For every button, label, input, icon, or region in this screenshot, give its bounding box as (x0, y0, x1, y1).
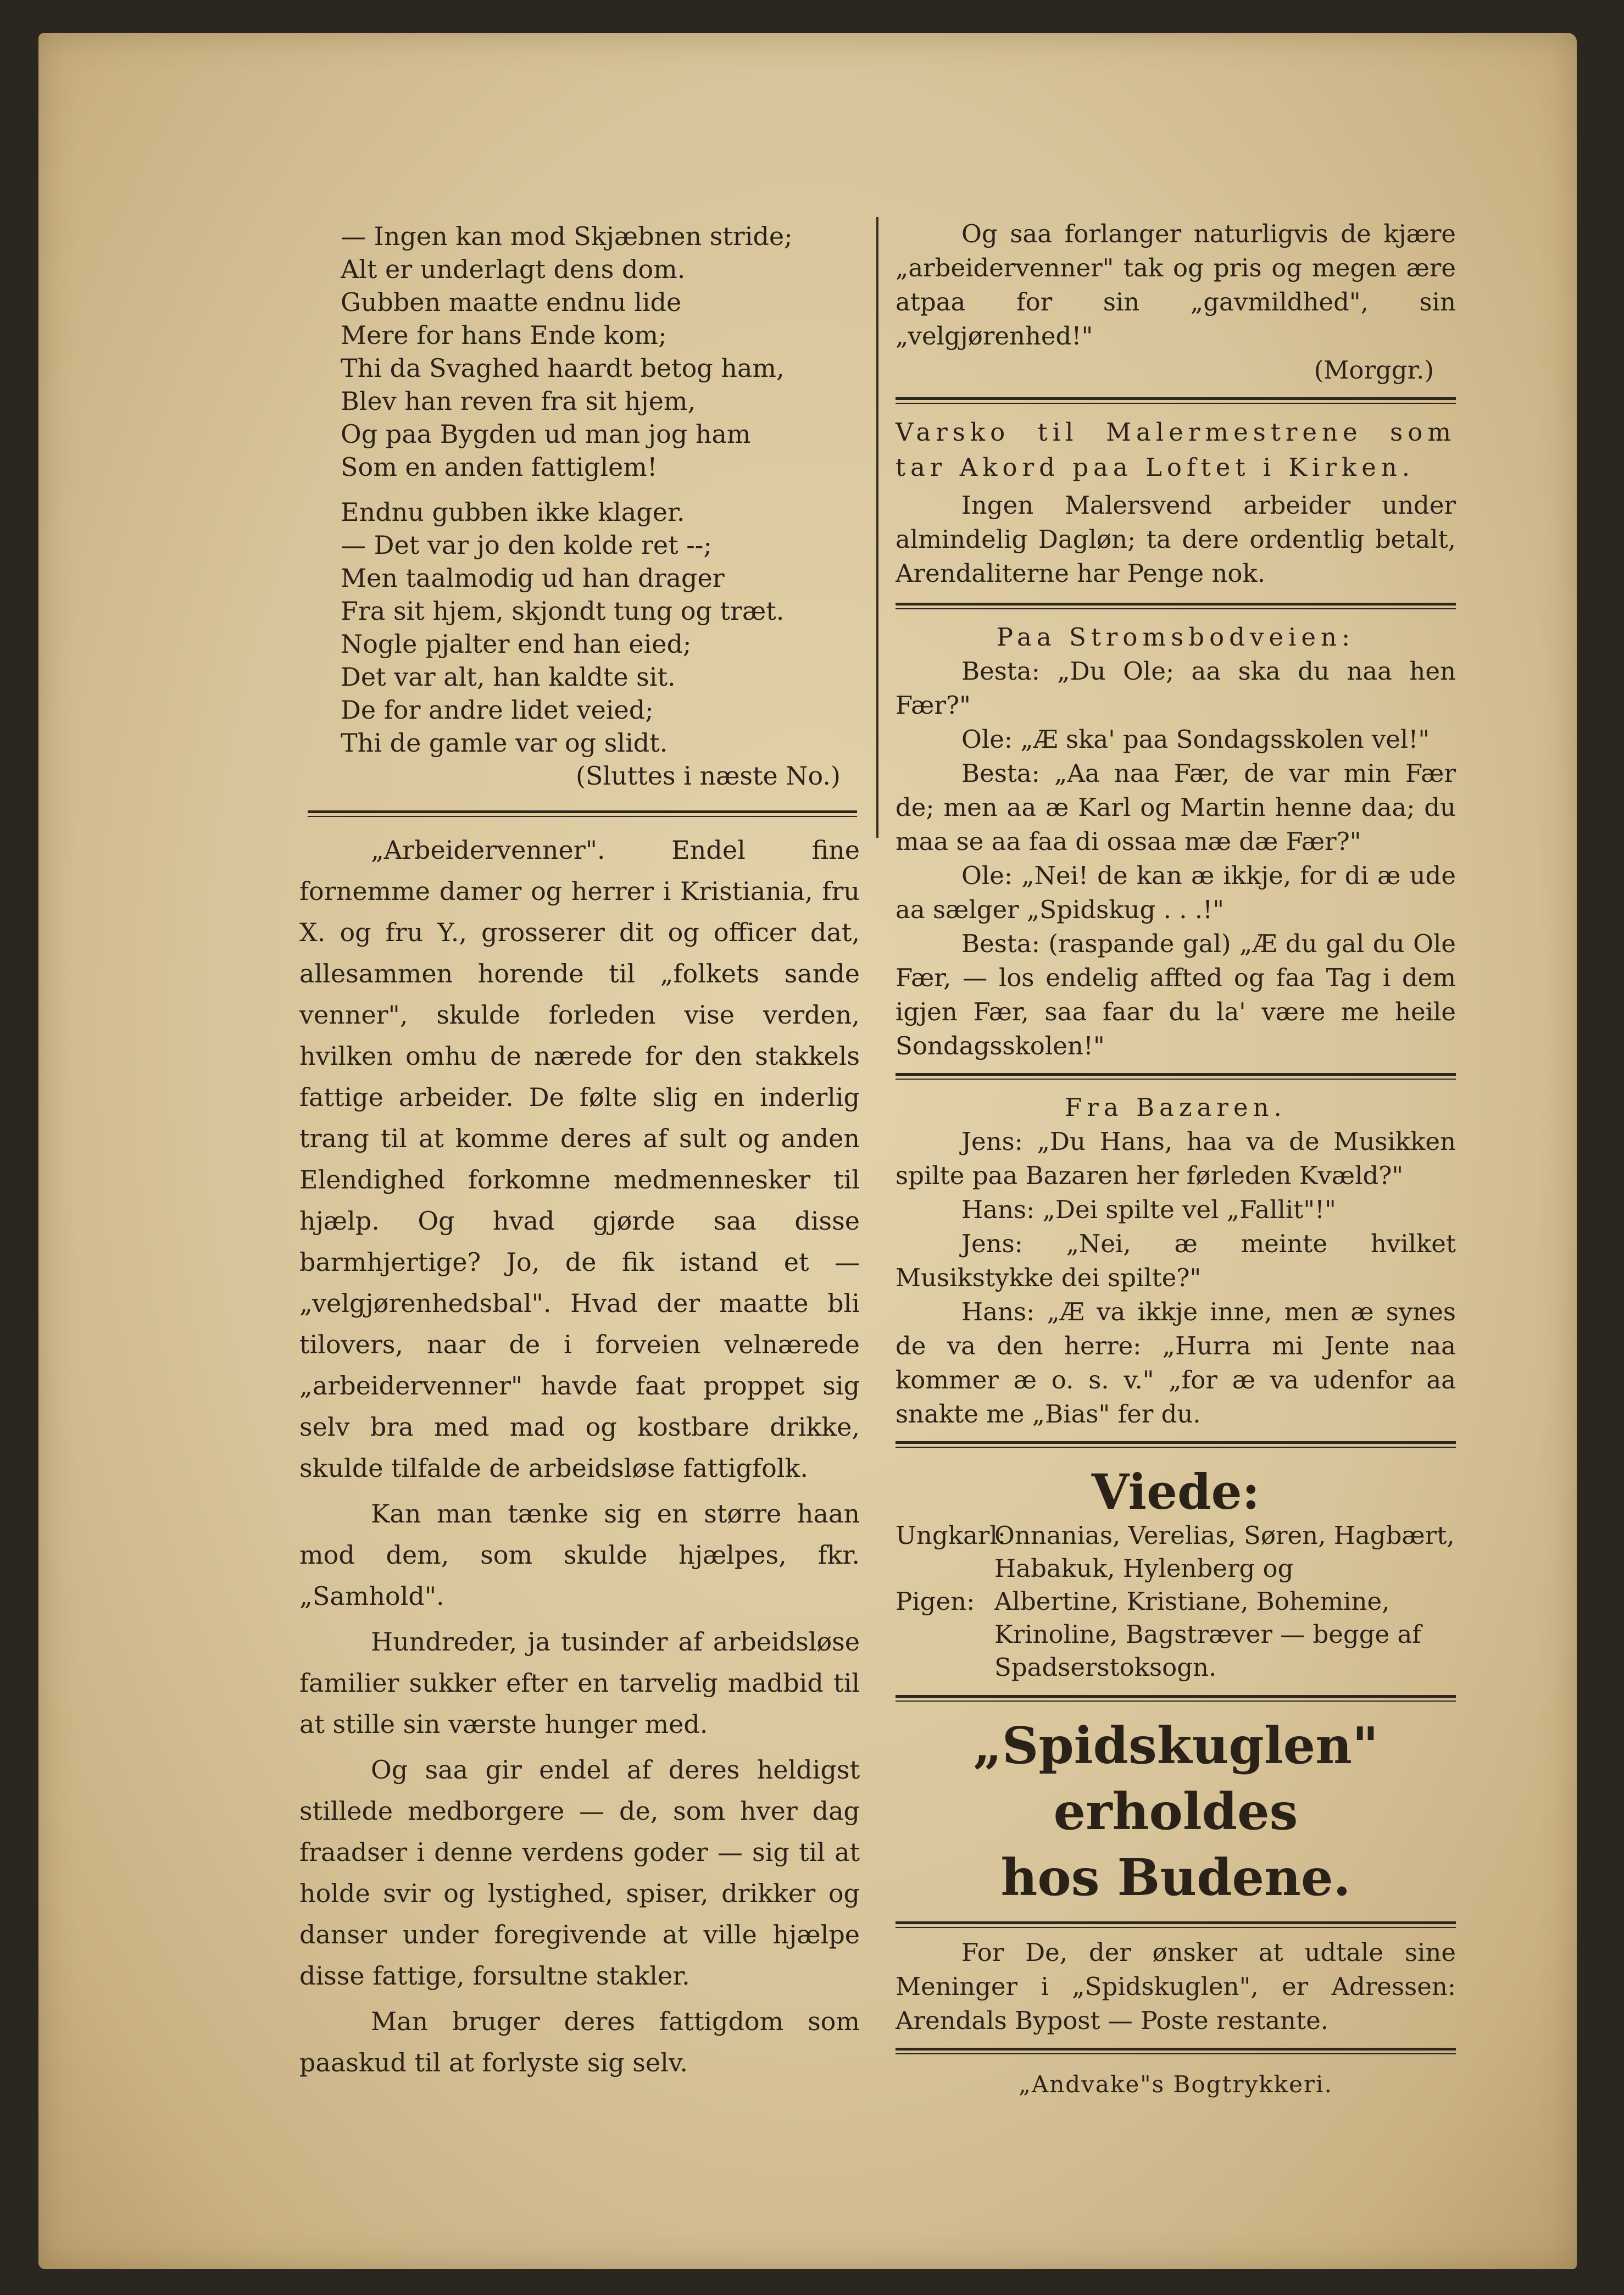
source-citation: (Morggr.) (1314, 355, 1434, 385)
article-paragraph: Hundreder, ja tusinder af arbeidsløse familier sukker efter en tarvelig madbid til at stille sin værste hunger med. (299, 1627, 860, 1739)
poem-line: Thi de gamle var og slidt. (341, 728, 668, 758)
warning-notice (896, 415, 1456, 591)
viede-label: Pigen: (896, 1587, 975, 1616)
conclusion-paragraph: Og saa forlanger naturligvis de kjære „arbeidervenner" tak og pris og megen ære atpaa for sin „gavmildhed", sin „velgjørenhed!" (896, 219, 1456, 351)
dialog-line: Jens: „Du Hans, haa va de Musikken spilte paa Bazaren her førleden Kvæld?" (896, 1127, 1456, 1190)
article-paragraph: Man bruger deres fattigdom som paaskud til at forlyste sig selv. (299, 2007, 860, 2077)
spidskuglen-ad (896, 1713, 1456, 1910)
viede-row (896, 1519, 1456, 1585)
section-rule (896, 1921, 1456, 1928)
article-paragraph: Kan man tænke sig en større haan mod dem, som skulde hjælpes, fkr. „Samhold". (299, 1499, 860, 1611)
ad-text (896, 1713, 1456, 1910)
article-paragraph: „Arbeidervenner". Endel fine fornemme damer og herrer i Kristiania, fru X. og fru Y., grosserer dit og officer dat, allesammen horende til „folkets sande venner", skulde forleden vise verden, hvilken omhu de nærede for den stakkels fattige arbeider. De følte slig en inderlig trang til at komme deres af sult og anden Elendighed forkomne medmennesker til hjælp. Og hvad gjørde saa disse barmhjertige? Jo, de fik istand et — „velgjørenhedsbal". Hvad der maatte bli tilovers, naar de i forveien velnærede „arbeidervenner" havde faat proppet sig selv bra med mad og kostbare drikke, skulde tilfalde de arbeidsløse fattigfolk. (299, 835, 860, 1483)
poem (258, 220, 863, 792)
poem-stanza-1 (258, 220, 863, 484)
arbeidervenner-article (299, 830, 860, 2083)
dialog-line: Jens: „Nei, æ meinte hvilket Musikstykke dei spilte?" (896, 1229, 1456, 1292)
ad-line-2: hos Budene. (1000, 1848, 1351, 1907)
printer-imprint: „Andvake"s Bogtrykkeri. (1019, 2071, 1333, 2098)
address-notice: For De, der ønsker at udtale sine Meninger i „Spidskuglen", er Adressen: Arendals Bypost — Poste restante. (896, 1938, 1456, 2035)
poem-line: Som en anden fattiglem! (341, 452, 658, 482)
section-rule (896, 2048, 1456, 2054)
warning-body: Ingen Malersvend arbeider under almindelig Dagløn; ta dere ordentlig betalt, Arendaliterne har Penge nok. (896, 491, 1456, 588)
poem-line: Det var alt, han kaldte sit. (341, 662, 676, 692)
section-rule (896, 1441, 1456, 1448)
section-rule (896, 1073, 1456, 1080)
viede-text: Albertine, Kristiane, Bohemine, Krinoline, Bagstræver — begge af Spadserstoksogn. (994, 1587, 1421, 1682)
section-rule (308, 810, 857, 817)
viede-label: Ungkarl: (896, 1521, 1006, 1550)
article-paragraph: Og saa gir endel af deres heldigst stillede medborgere — de, som hver dag fraadser i denne verdens goder — sig til at holde svir og lystighed, spiser, drikker og danser under foregivende at ville hjælpe disse fattige, forsultne stakler. (299, 1755, 860, 1991)
dialog-line: Hans: „Dei spilte vel „Fallit"!" (961, 1195, 1336, 1224)
poem-line: — Ingen kan mod Skjæbnen stride; (341, 221, 793, 251)
dialog-line: Besta: (raspande gal) „Æ du gal du Ole Fær, — los endelig affted og faa Tag i dem igjen Fær, saa faar du la' være me heile Sondagsskolen!" (896, 929, 1456, 1060)
warning-headline: Varsko til Malermestrene som tar Akord paa Loftet i Kirken. (896, 418, 1456, 482)
dialog-title: Paa Stromsbodveien: (996, 623, 1355, 652)
poem-line: Fra sit hjem, skjondt tung og træt. (341, 596, 785, 626)
dialog-title: Fra Bazaren. (1065, 1093, 1287, 1122)
poem-line: Og paa Bygden ud man jog ham (341, 419, 751, 449)
dialog-line: Besta: „Du Ole; aa ska du naa hen Fær?" (896, 657, 1456, 720)
continued-note: (Sluttes i næste No.) (575, 761, 841, 791)
poem-line: Thi da Svaghed haardt betog ham, (341, 353, 785, 383)
poem-line: Nogle pjalter end han eied; (341, 629, 692, 659)
poem-stanza-2 (258, 496, 863, 759)
poem-line: — Det var jo den kolde ret --; (341, 530, 712, 560)
right-column (896, 217, 1456, 2098)
dialog-bazaren (896, 1091, 1456, 1431)
poem-line: Alt er underlagt dens dom. (341, 254, 686, 284)
article-conclusion (896, 217, 1456, 387)
section-rule (896, 1695, 1456, 1702)
ad-line-1: „Spidskuglen" erholdes (972, 1716, 1379, 1841)
dialog-line: Hans: „Æ va ikkje inne, men æ synes de va den herre: „Hurra mi Jente naa kommer æ o. s. v." „for æ va udenfor aa snakte me „Bias" fer du. (896, 1297, 1456, 1429)
dialog-line: Besta: „Aa naa Fær, de var min Fær de; men aa æ Karl og Martin henne daa; du maa se aa faa di ossaa mæ dæ Fær?" (896, 759, 1456, 856)
poem-line: Blev han reven fra sit hjem, (341, 386, 696, 416)
poem-line: Endnu gubben ikke klager. (341, 497, 685, 527)
section-rule (896, 603, 1456, 609)
poem-line: De for andre lidet veied; (341, 695, 654, 725)
viede-text: Onnanias, Verelias, Søren, Hagbært, Habakuk, Hylenberg og (994, 1521, 1455, 1583)
column-divider (876, 217, 878, 838)
dialog-line: Ole: „Nei! de kan æ ikkje, for di æ ude aa sælger „Spidskug . . .!" (896, 861, 1456, 924)
poem-line: Men taalmodig ud han drager (341, 563, 725, 593)
section-rule (896, 397, 1456, 404)
poem-line: Mere for hans Ende kom; (341, 320, 667, 350)
viede-row (896, 1585, 1456, 1684)
viede-heading: Viede: (1091, 1463, 1260, 1520)
dialog-stromsbodveien (896, 620, 1456, 1063)
dialog-line: Ole: „Æ ska' paa Sondagsskolen vel!" (961, 725, 1430, 754)
viede-section (896, 1464, 1456, 1684)
poem-line: Gubben maatte endnu lide (341, 287, 682, 317)
